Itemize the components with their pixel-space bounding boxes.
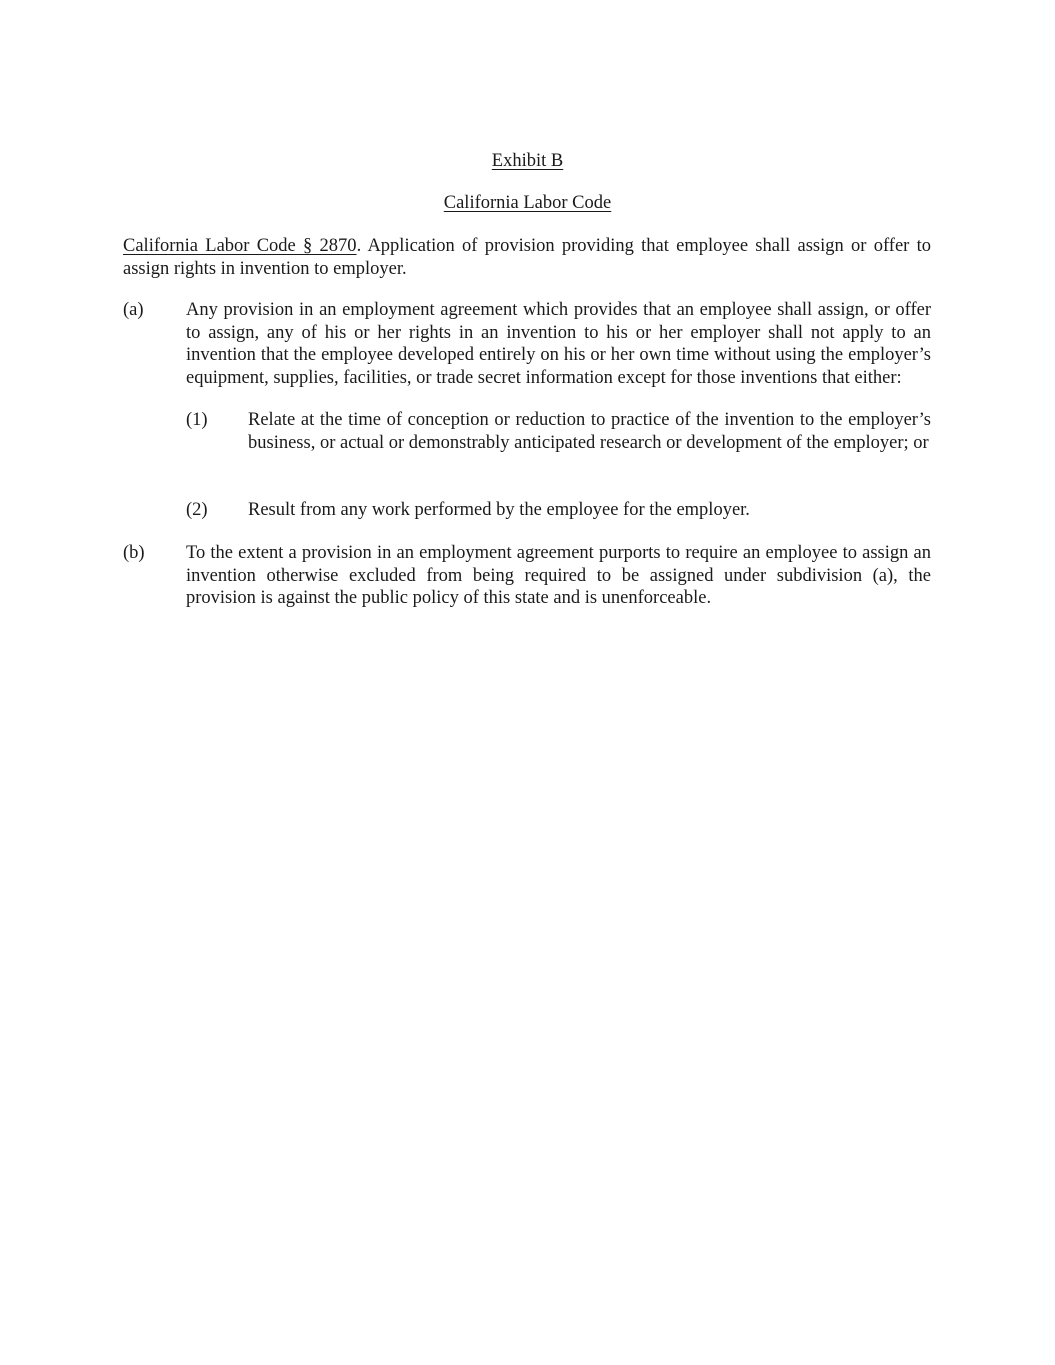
statute-citation: California Labor Code § 2870 bbox=[123, 236, 357, 256]
intro-text: . Application of provision providing that employee shall assign or offer to assign rights in invention to employer. bbox=[123, 236, 931, 279]
code-title-text: California Labor Code bbox=[443, 193, 612, 213]
subdivision-b-text: To the extent a provision in an employment agreement purports to require an employee to assign an invention otherwise excluded from being required to be assigned under subdivision (a), the provision is against the public policy of this state and is unenforceable. bbox=[186, 543, 931, 608]
clause-1-text: Relate at the time of conception or reduction to practice of the invention to the employer’s business, or actual or demonstrably anticipated research or development of the employer; or bbox=[248, 410, 931, 453]
exhibit-title bbox=[0, 150, 1055, 173]
intro-paragraph bbox=[123, 235, 931, 280]
clause-2-text: Result from any work performed by the employee for the employer. bbox=[248, 500, 750, 520]
exhibit-title-text: Exhibit B bbox=[491, 151, 564, 171]
subdivision-b-marker: (b) bbox=[123, 543, 145, 563]
code-title bbox=[0, 192, 1055, 215]
subdivision-a-text: Any provision in an employment agreement which provides that an employee shall assign, or offer to assign, any of his or her rights in an invention to his or her employer shall not apply to an invention that the employee developed entirely on his or her own time without using the employer’s equipment, supplies, facilities, or trade secret information except for those inventions that either: bbox=[186, 300, 931, 388]
clause-2-marker: (2) bbox=[186, 500, 208, 520]
subdivision-a-marker: (a) bbox=[123, 300, 144, 320]
clause-1-marker: (1) bbox=[186, 410, 208, 430]
